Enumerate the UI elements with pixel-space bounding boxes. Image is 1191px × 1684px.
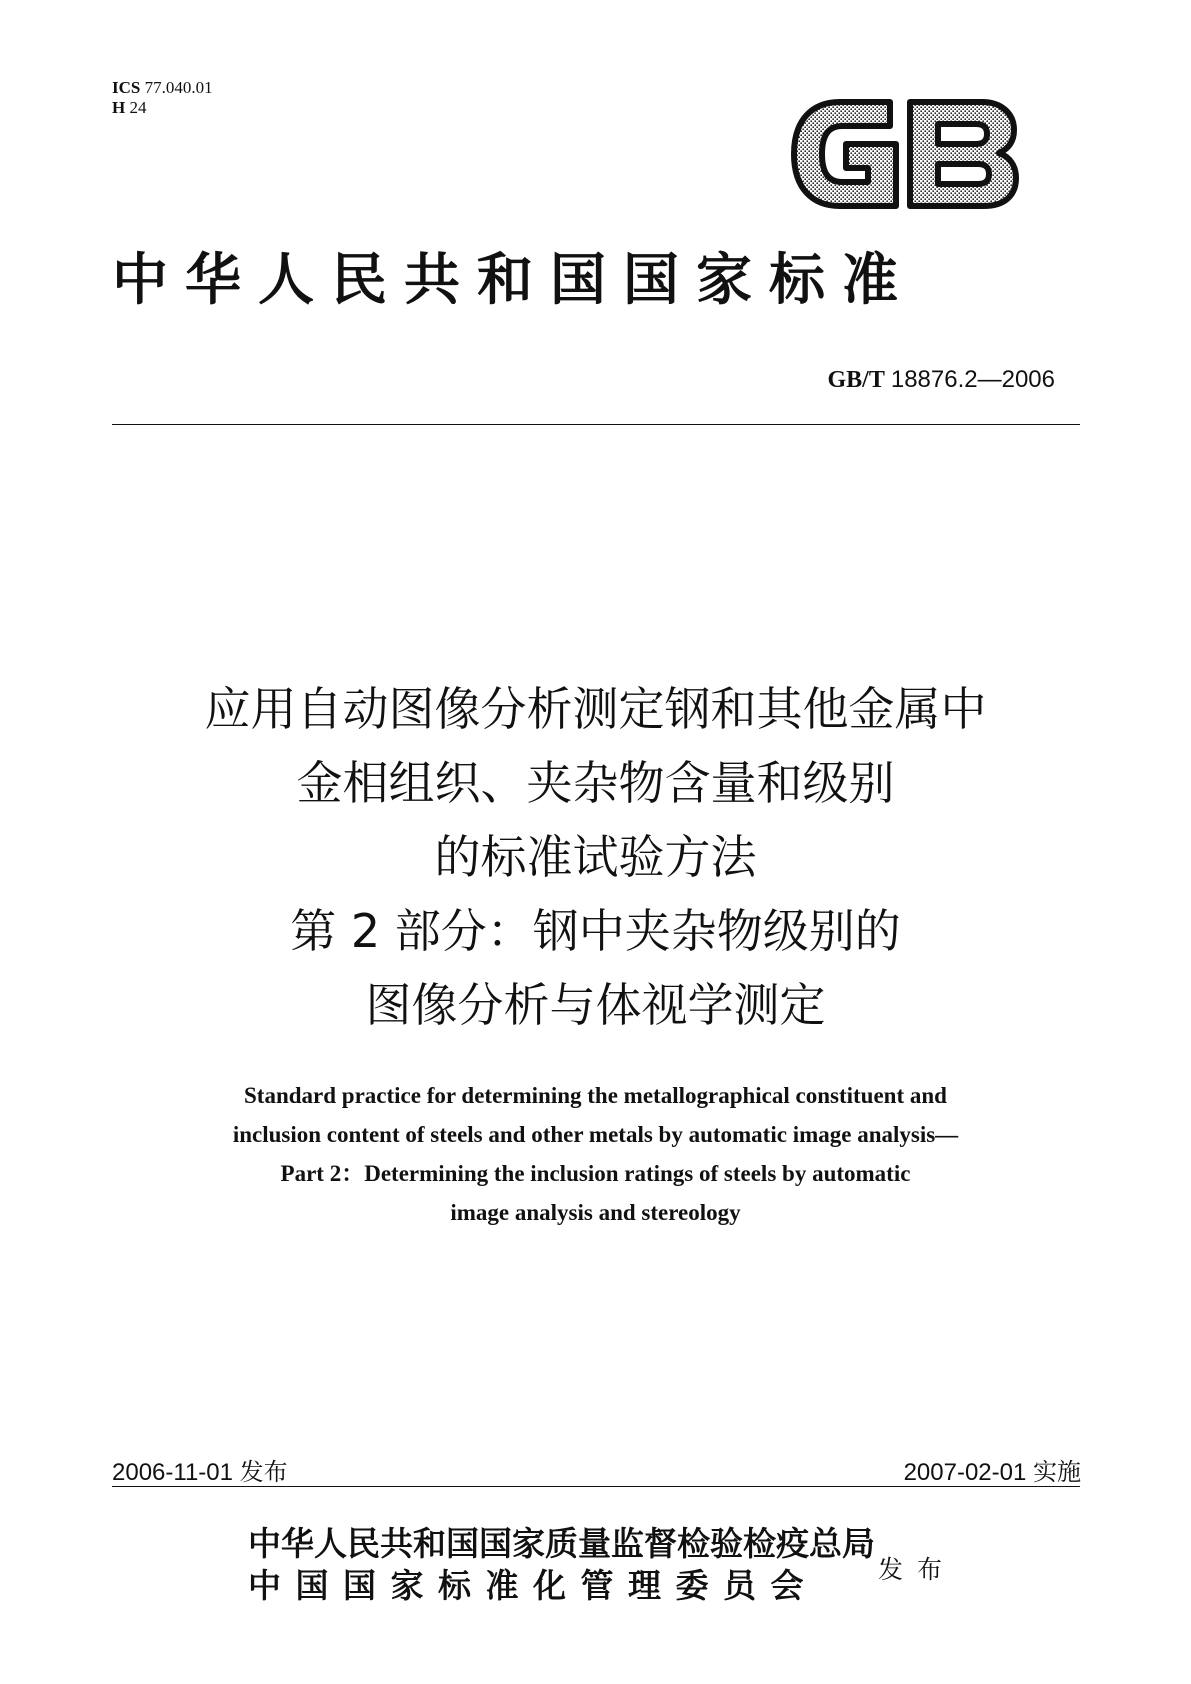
chinese-title-line: 应用自动图像分析测定钢和其他金属中 (204, 682, 987, 736)
ics-label: ICS (112, 78, 141, 97)
standard-number (827, 366, 1055, 394)
chinese-title (60, 672, 1131, 1042)
english-title (60, 1076, 1131, 1232)
header-divider (112, 424, 1080, 425)
english-title-line: inclusion content of steels and other metals by automatic image analysis— (232, 1122, 959, 1147)
gb-logo-icon (786, 92, 1022, 216)
ccs-label: H (112, 98, 126, 117)
chinese-title-line: 的标准试验方法 (434, 830, 757, 884)
implementation-date: 2007-02-01 实施 (903, 1459, 1081, 1486)
chinese-title-line: 第 2 部分：钢中夹杂物级别的 (290, 904, 901, 958)
national-standard-heading: 中华人民共和国国家标准 (112, 248, 915, 313)
issue-date: 2006-11-01 发布 (112, 1459, 288, 1486)
standard-code: 18876.2—2006 (890, 366, 1055, 393)
ics-value: 77.040.01 (144, 78, 213, 97)
publish-label: 发布 (878, 1555, 957, 1584)
english-title-line: Standard practice for determining the metallographical constituent and (244, 1083, 947, 1108)
ics-code (112, 78, 213, 98)
chinese-title-line: 金相组织、夹杂物含量和级别 (296, 756, 895, 810)
footer-divider (112, 1486, 1080, 1487)
issuer-sac: 中国国家标准化管理委员会 (248, 1566, 818, 1605)
ccs-value: 24 (129, 98, 147, 117)
classification-codes (112, 78, 213, 118)
issuer-aqsiq: 中华人民共和国国家质量监督检验检疫总局 (248, 1524, 875, 1563)
ccs-code (112, 98, 213, 118)
chinese-title-line: 图像分析与体视学测定 (365, 978, 826, 1032)
english-title-line: image analysis and stereology (450, 1200, 741, 1225)
standard-prefix: GB/T (827, 367, 885, 393)
english-title-line: Part 2：Determining the inclusion ratings of steels by automatic (280, 1161, 911, 1186)
